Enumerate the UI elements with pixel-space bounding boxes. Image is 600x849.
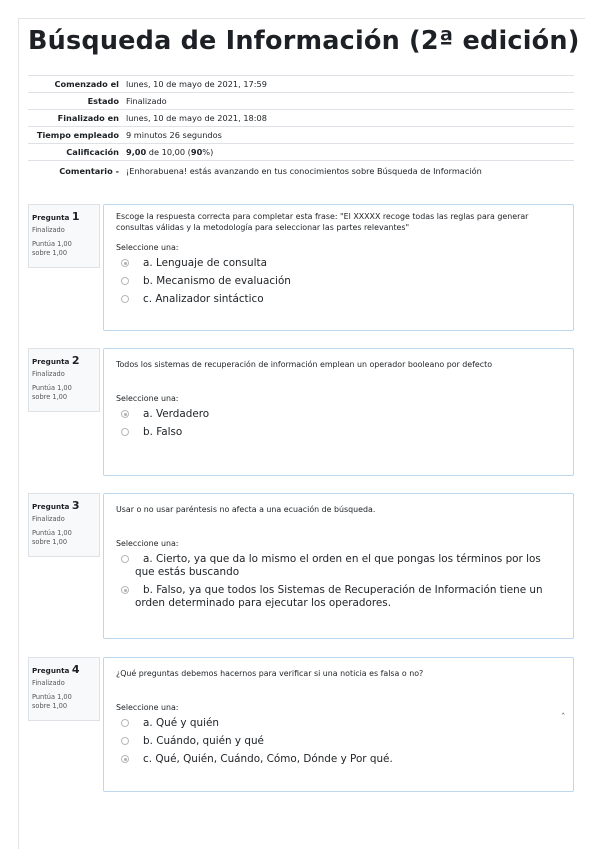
summary-value: 9 minutos 26 segundos xyxy=(126,130,222,140)
grade-score: 9,00 xyxy=(126,147,147,157)
summary-value: Finalizado xyxy=(126,96,167,106)
answer-option[interactable]: b. Falso, ya que todos los Sistemas de Recuperación de Información tiene un orden determinado para ejecutar los operadores. xyxy=(116,584,561,610)
radio-button[interactable] xyxy=(121,277,129,285)
summary-label: Comenzado el xyxy=(54,79,119,89)
question-state: Finalizado xyxy=(32,226,65,234)
question-text: Usar o no usar paréntesis no afecta a una ecuación de búsqueda. xyxy=(116,505,376,514)
answer-prompt: Seleccione una: xyxy=(116,394,179,403)
summary-label: Comentario - xyxy=(59,166,119,176)
summary-row-finished xyxy=(28,109,574,126)
grade-percent: 90 xyxy=(190,147,203,157)
summary-value xyxy=(126,147,574,157)
summary-value: ¡Enhorabuena! estás avanzando en tus conocimientos sobre Búsqueda de Información xyxy=(126,166,482,176)
answer-option[interactable]: a. Lenguaje de consulta xyxy=(116,257,561,270)
summary-row-time xyxy=(28,126,574,143)
question-card-3 xyxy=(103,493,574,639)
radio-button[interactable] xyxy=(121,295,129,303)
answer-option[interactable]: c. Analizador sintáctico xyxy=(116,293,561,306)
question-info-4 xyxy=(28,657,100,721)
question-text: Escoge la respuesta correcta para completar esta frase: "El XXXXX recoge todas las reglas para generar consultas válidas y la metodología para seleccionar las partes relevantes" xyxy=(116,212,529,232)
attempt-summary-table xyxy=(28,75,574,181)
radio-button[interactable] xyxy=(121,586,129,594)
grade-end: %) xyxy=(202,147,214,157)
question-grade: Puntúa 1,00 sobre 1,00 xyxy=(32,384,72,401)
question-number: Pregunta 4 xyxy=(32,663,80,676)
summary-row-comment xyxy=(28,160,574,181)
question-info-3 xyxy=(28,493,100,557)
answer-option[interactable]: a. Verdadero xyxy=(116,408,561,421)
question-number: Pregunta 2 xyxy=(32,354,80,367)
question-card-2 xyxy=(103,348,574,476)
answer-option[interactable]: a. Qué y quién xyxy=(116,717,561,730)
summary-label: Estado xyxy=(87,96,119,106)
radio-button[interactable] xyxy=(121,555,129,563)
question-state: Finalizado xyxy=(32,515,65,523)
question-info-2 xyxy=(28,348,100,412)
question-grade: Puntúa 1,00 sobre 1,00 xyxy=(32,693,72,710)
grade-total: de 10,00 ( xyxy=(146,147,191,157)
question-number: Pregunta 3 xyxy=(32,499,80,512)
answer-option[interactable]: b. Mecanismo de evaluación xyxy=(116,275,561,288)
summary-row-started xyxy=(28,75,574,92)
question-card-1 xyxy=(103,204,574,331)
summary-value: lunes, 10 de mayo de 2021, 18:08 xyxy=(126,113,267,123)
answer-prompt: Seleccione una: xyxy=(116,539,179,548)
question-info-1 xyxy=(28,204,100,268)
radio-button[interactable] xyxy=(121,719,129,727)
question-card-4 xyxy=(103,657,574,792)
question-grade: Puntúa 1,00 sobre 1,00 xyxy=(32,529,72,546)
summary-label: Tiempo empleado xyxy=(36,130,119,140)
answer-option[interactable]: b. Cuándo, quién y qué xyxy=(116,735,561,748)
radio-button[interactable] xyxy=(121,737,129,745)
question-grade: Puntúa 1,00 sobre 1,00 xyxy=(32,240,72,257)
summary-value: lunes, 10 de mayo de 2021, 17:59 xyxy=(126,79,267,89)
answer-option[interactable]: a. Cierto, ya que da lo mismo el orden en el que pongas los términos por los que estás buscando xyxy=(116,553,561,579)
summary-label: Calificación xyxy=(66,147,119,157)
answer-prompt: Seleccione una: xyxy=(116,243,179,252)
radio-button[interactable] xyxy=(121,410,129,418)
summary-label: Finalizado en xyxy=(57,113,119,123)
summary-row-grade xyxy=(28,143,574,160)
answer-option[interactable]: c. Qué, Quién, Cuándo, Cómo, Dónde y Por qué. xyxy=(116,753,561,766)
answer-prompt: Seleccione una: xyxy=(116,703,179,712)
question-text: Todos los sistemas de recuperación de información emplean un operador booleano por defecto xyxy=(116,360,493,369)
question-number: Pregunta 1 xyxy=(32,210,80,223)
question-state: Finalizado xyxy=(32,679,65,687)
summary-row-state xyxy=(28,92,574,109)
question-text: ¿Qué preguntas debemos hacernos para verificar si una noticia es falsa o no? xyxy=(116,669,424,678)
answer-option[interactable]: b. Falso xyxy=(116,426,561,439)
chevron-up-icon[interactable]: ˆ xyxy=(561,713,566,723)
page-title: Búsqueda de Información (2ª edición) xyxy=(28,26,580,56)
radio-button[interactable] xyxy=(121,428,129,436)
question-state: Finalizado xyxy=(32,370,65,378)
radio-button[interactable] xyxy=(121,259,129,267)
radio-button[interactable] xyxy=(121,755,129,763)
